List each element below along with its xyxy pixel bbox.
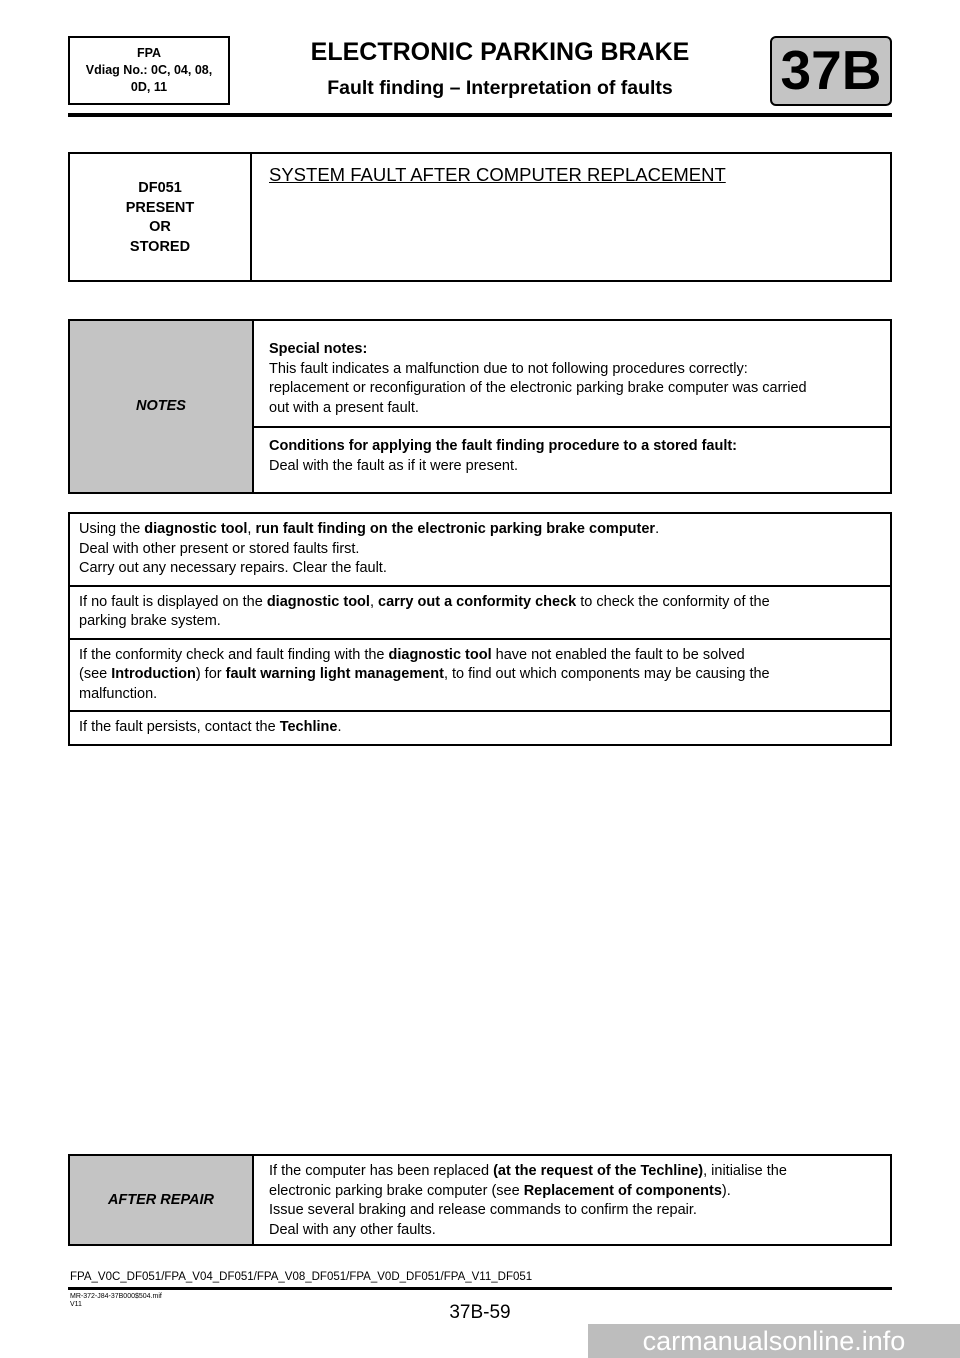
text-run: If the conformity check and fault finding with the [79,646,389,663]
fault-status-cell [70,154,252,280]
procedure-steps-table [68,512,892,746]
section-code-badge: 37B [770,36,892,106]
text-run: If no fault is displayed on the [79,593,267,610]
step-line [79,646,890,666]
special-notes-cell [254,321,890,428]
vdiag-line-2: 0D, 11 [130,80,168,94]
fault-status-present: PRESENT [125,199,195,216]
footer-divider [68,1287,892,1290]
special-notes-line: out with a present fault. [269,399,419,416]
bold-term: Introduction [111,666,196,682]
after-repair-line [269,1162,787,1182]
text-run: Issue several braking and release commands to confirm the repair. [269,1202,697,1218]
step-line [79,540,890,560]
vehicle-applicability-box [68,36,230,105]
text-run: ) for [195,666,226,682]
bold-term: fault warning light management [225,666,444,682]
step-line [79,593,890,613]
vdiag-line-1: Vdiag No.: 0C, 04, 08, [85,63,213,77]
notes-label: NOTES [70,321,254,492]
bold-term: diagnostic tool [266,593,370,610]
conditions-cell [254,430,890,492]
text-run: . [337,719,342,735]
text-run: Deal with other present or stored faults first. [79,540,360,557]
bold-term: (at the request of the Techline) [493,1163,704,1179]
bold-term: run fault finding on the electronic parking brake computer [255,521,656,537]
after-repair-line [269,1221,787,1241]
text-run: ). [721,1182,731,1199]
text-run: , [247,521,256,537]
text-run: , to find out which components may be causing the [443,666,770,682]
footer-version: V11 [70,1301,82,1308]
special-notes-heading: Special notes: [269,341,368,357]
bold-term: Replacement of components [523,1182,722,1199]
text-run: If the computer has been replaced [269,1163,494,1179]
text-run: , [369,593,378,610]
text-run: to check the conformity of the [576,593,770,610]
step-line [79,685,890,705]
page-number: 37B-59 [449,1302,511,1323]
step-line [79,559,890,579]
text-run: Deal with any other faults. [269,1221,436,1238]
text-run: Using the [79,521,145,537]
bold-term: Techline [279,719,338,735]
text-run: , initialise the [703,1163,787,1179]
text-run: electronic parking brake computer (see [269,1182,524,1199]
procedure-step [70,640,890,713]
text-run: . [655,521,660,537]
notes-table [68,319,892,494]
fault-status-stored: STORED [129,238,191,255]
header-divider [68,113,892,117]
fault-code: DF051 [138,180,182,196]
footer-reference: FPA_V0C_DF051/FPA_V04_DF051/FPA_V08_DF051/FPA_V0D_DF051/FPA_V11_DF051 [70,1271,533,1283]
procedure-step [70,587,890,640]
watermark: carmanualsonline.info [588,1324,960,1358]
after-repair-line [269,1201,787,1221]
fault-title: SYSTEM FAULT AFTER COMPUTER REPLACEMENT [269,164,726,185]
special-notes-line: replacement or reconfiguration of the electronic parking brake computer was carried [269,380,807,396]
document-subtitle: Fault finding – Interpretation of faults [327,77,673,99]
text-run: have not enabled the fault to be solved [491,646,745,663]
step-line [79,612,890,632]
step-line [79,665,890,685]
text-run: If the fault persists, contact the [79,719,280,735]
conditions-text: Deal with the fault as if it were present. [269,457,519,474]
after-repair-label: AFTER REPAIR [70,1156,254,1244]
conditions-heading: Conditions for applying the fault finding procedure to a stored fault: [269,438,738,454]
bold-term: diagnostic tool [144,521,248,537]
after-repair-line [269,1182,787,1202]
step-line [79,520,890,540]
after-repair-text [269,1162,787,1240]
procedure-step [70,712,890,744]
bold-term: diagnostic tool [388,646,492,663]
step-line [79,718,890,738]
fault-table [68,152,892,282]
bold-term: carry out a conformity check [378,593,577,610]
text-run: Carry out any necessary repairs. Clear the fault. [79,560,387,576]
vehicle-code: FPA [136,46,162,60]
fault-status-or: OR [149,219,171,235]
after-repair-table [68,1154,892,1246]
footer-file-name: MR-372-J84-37B000$504.mif [70,1293,162,1300]
text-run: parking brake system. [79,613,221,629]
text-run: malfunction. [79,685,158,702]
document-title: ELECTRONIC PARKING BRAKE [310,38,690,66]
special-notes-line: This fault indicates a malfunction due to not following procedures correctly: [269,360,748,377]
procedure-step [70,514,890,587]
text-run: (see [79,666,112,682]
